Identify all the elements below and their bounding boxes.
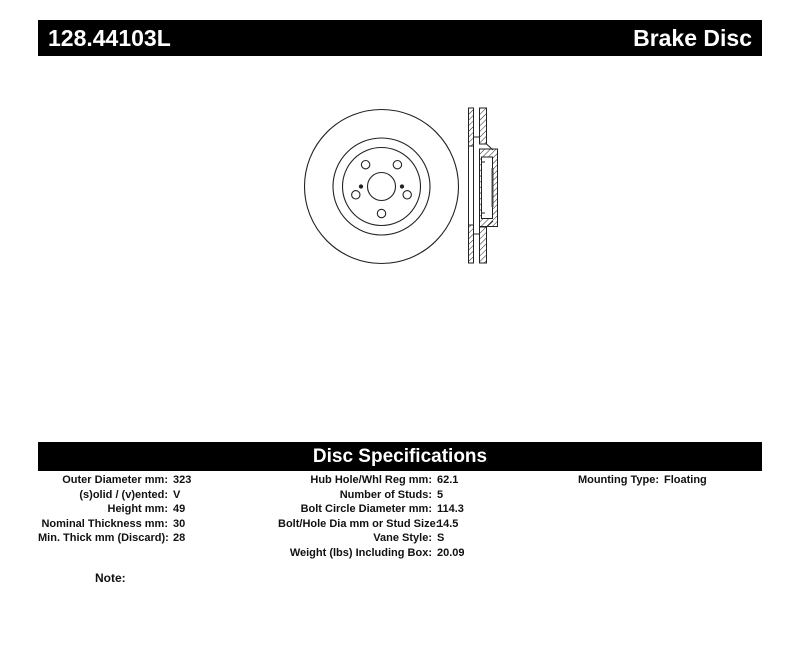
disc-front-view: [305, 110, 459, 264]
spec-row: [278, 531, 542, 546]
spec-value: 323: [173, 474, 192, 486]
stud-hole: [393, 161, 401, 169]
friction-band-circle: [333, 138, 430, 235]
center-hole-circle: [368, 173, 396, 201]
spec-column-middle: [278, 473, 542, 561]
spec-label: Number of Studs:: [339, 488, 432, 501]
note-label: Note:: [95, 571, 126, 585]
locating-dot: [400, 185, 403, 188]
locating-dot: [359, 185, 362, 188]
spec-row: [278, 473, 542, 488]
disc-side-view: [469, 108, 498, 263]
spec-label: Outer Diameter mm:: [62, 474, 168, 486]
stud-hole: [352, 191, 360, 199]
header-bar: [38, 20, 762, 56]
spec-column-right: [558, 473, 762, 488]
spec-label: Bolt/Hole Dia mm or Stud Size:: [278, 517, 440, 530]
stud-hole: [403, 191, 411, 199]
inboard-plate-top: [480, 108, 487, 144]
product-title: Brake Disc: [633, 24, 752, 51]
spec-label: (s)olid / (v)ented:: [79, 488, 168, 501]
spec-row: [558, 473, 762, 488]
spec-label: Min. Thick mm (Discard):: [38, 532, 169, 545]
spec-row: [38, 531, 288, 546]
spec-value: 30: [173, 517, 186, 530]
inboard-plate-bottom: [480, 227, 487, 263]
spec-row: [38, 473, 288, 488]
spec-value: 14.5: [437, 517, 459, 530]
spec-label: Vane Style:: [373, 532, 432, 545]
spec-section-title: Disc Specifications: [312, 445, 488, 467]
spec-label: Nominal Thickness mm:: [41, 517, 168, 530]
spec-column-left: [38, 473, 288, 546]
spec-label: Height mm:: [107, 503, 168, 516]
spec-value: V: [173, 488, 181, 501]
spec-row: [278, 488, 542, 503]
stud-hole: [361, 161, 369, 169]
spec-row: [38, 502, 288, 517]
spec-value: Floating: [664, 474, 707, 486]
spec-value: 20.09: [437, 546, 465, 559]
outer-diameter-circle: [305, 110, 459, 264]
spec-section-bar: [38, 442, 762, 471]
spec-value: S: [437, 532, 445, 545]
spec-row: [38, 517, 288, 532]
spec-value: 62.1: [437, 474, 459, 486]
part-number: 128.44103L: [48, 24, 171, 51]
hat-section: [480, 149, 498, 227]
spec-value: 114.3: [437, 503, 464, 516]
spec-label: Hub Hole/Whl Reg mm:: [310, 474, 432, 486]
spec-label: Weight (lbs) Including Box:: [289, 546, 432, 559]
stud-hole: [377, 209, 385, 217]
spec-row: [38, 488, 288, 503]
spec-row: [278, 546, 542, 561]
spec-label: Bolt Circle Diameter mm:: [300, 503, 432, 516]
spec-row: [278, 517, 542, 532]
spec-row: [278, 502, 542, 517]
spec-value: 49: [173, 503, 186, 516]
spec-label: Mounting Type:: [577, 474, 659, 486]
spec-value: 5: [437, 488, 444, 501]
hub-flange-circle: [343, 148, 421, 226]
spec-value: 28: [173, 532, 186, 545]
brake-disc-diagram: [288, 95, 503, 270]
